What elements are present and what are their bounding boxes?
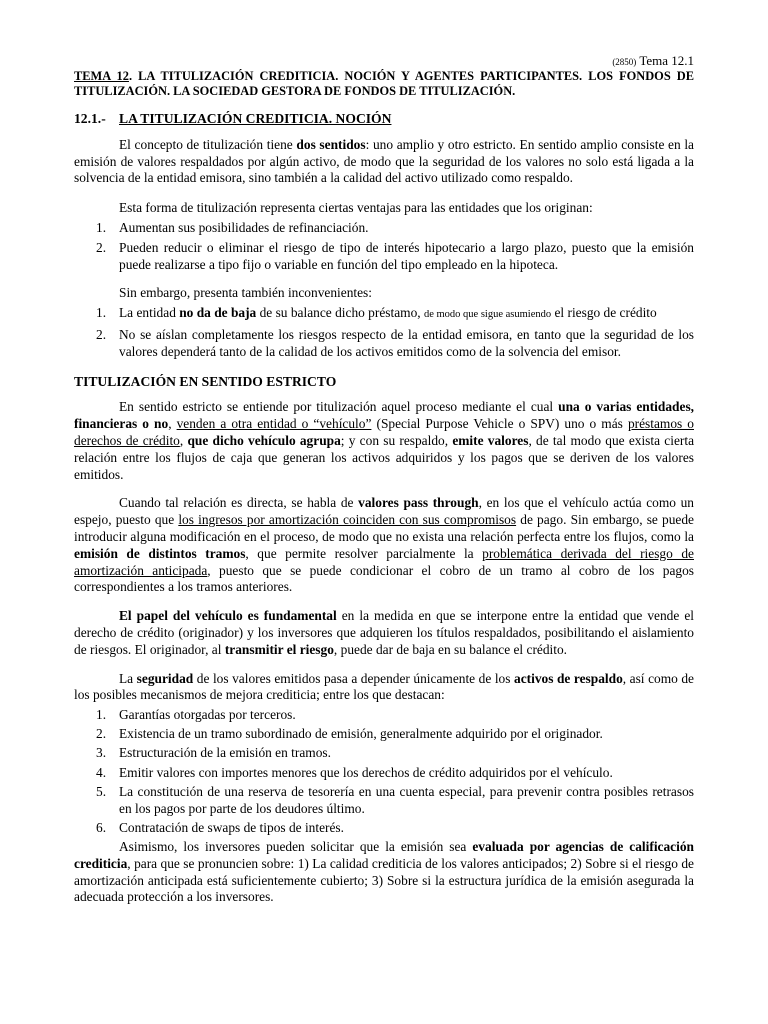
tema-title: . LA TITULIZACIÓN CREDITICIA. NOCIÓN Y AGENTES PARTICIPANTES. LOS FONDOS DE TITULIZACIÓN. LA SOCIEDAD GESTORA DE FONDOS DE TITULIZACIÓN. bbox=[74, 69, 694, 98]
mejoras-list bbox=[74, 707, 694, 837]
section-heading bbox=[74, 111, 694, 128]
document-page bbox=[74, 54, 694, 906]
section-number: 12.1.- bbox=[74, 111, 106, 126]
list-item: 6. Contratación de swaps de tipos de interés. bbox=[96, 819, 344, 835]
paragraph-papel-vehiculo: El papel del vehículo es fundamental en la medida en que se interpone entre la entidad que vende el derecho de crédito (originador) y los inversores que adquieren los títulos respaldados, posibilitando el aislamiento de riesgos. El originador, al transmitir el riesgo, puede dar de baja en su balance el crédito. bbox=[74, 608, 694, 657]
list-item: 3. Estructuración de la emisión en tramos. bbox=[96, 745, 331, 761]
list-item: 1. La entidad no da de baja de su balance dicho préstamo, de modo que sigue asumiendo el riesgo de crédito bbox=[96, 305, 657, 321]
paragraph-seguridad: La seguridad de los valores emitidos pasa a depender únicamente de los activos de respaldo, así como de los posibles mecanismos de mejora crediticia; entre los que destacan: bbox=[74, 670, 694, 703]
subsection-heading: TITULIZACIÓN EN SENTIDO ESTRICTO bbox=[74, 373, 337, 389]
list-item: 2. Existencia de un tramo subordinado de emisión, generalmente adquirido por el originador. bbox=[96, 726, 603, 742]
paragraph-sentido-estricto: En sentido estricto se entiende por titulización aquel proceso mediante el cual una o varias entidades, financieras o no, venden a otra entidad o “vehículo” (Special Purpose Vehicle o SPV) uno o más préstamos o derechos de crédito, que dicho vehículo agrupa; y con su respaldo, emite valores, de tal modo que exista cierta relación entre los flujos de caja que generan los activos adquiridos y los pagos que se deriven de los valores emitidos. bbox=[74, 399, 695, 482]
page-label: Tema 12.1 bbox=[639, 53, 694, 68]
paragraph-ventajas-intro: Esta forma de titulización representa ciertas ventajas para las entidades que los originan: bbox=[119, 200, 593, 216]
inconvenientes-list bbox=[74, 305, 694, 360]
paragraph-concepto: El concepto de titulización tiene dos sentidos: uno amplio y otro estricto. En sentido amplio consiste en la emisión de valores respaldados por algún activo, de modo que la seguridad de los valores no solo está ligada a la solvencia de la entidad emisora, sino también a la calidad del activo utilizado como respaldo. bbox=[74, 136, 695, 186]
paragraph-agencias: Asimismo, los inversores pueden solicitar que la emisión sea evaluada por agencias de calificación crediticia, para que se pronuncien sobre: 1) La calidad crediticia de los valores anticipados; 2) Sobre si el riesgo de amortización anticipada está suficientemente cubierto; 3) Sobre si la estructura jurídica de la emisión asegurada la adecuada protección a los inversores. bbox=[74, 839, 694, 905]
list-item: 2. Pueden reducir o eliminar el riesgo de tipo de interés hipotecario a largo plazo, puesto que la emisión puede realizarse a tipo fijo o variable en función del tipo empleado en la hipoteca. bbox=[96, 239, 694, 272]
ventajas-list bbox=[74, 220, 694, 273]
section-title: LA TITULIZACIÓN CREDITICIA. NOCIÓN bbox=[119, 111, 392, 126]
list-item: 2. No se aíslan completamente los riesgos respecto de la entidad emisora, en tanto que la seguridad de los valores dependerá tanto de la calidad de los activos emitidos como de la solvencia del emisor. bbox=[96, 326, 694, 359]
tema-heading bbox=[74, 69, 694, 98]
tema-label: TEMA 12 bbox=[74, 69, 129, 83]
paragraph-inconvenientes-intro: Sin embargo, presenta también inconvenientes: bbox=[119, 285, 372, 301]
list-item: 4. Emitir valores con importes menores que los derechos de crédito adquiridos por el vehículo. bbox=[96, 764, 613, 780]
paragraph-pass-through: Cuando tal relación es directa, se habla de valores pass through, en los que el vehículo actúa como un espejo, puesto que los ingresos por amortización coinciden con sus compromisos de pago. Sin embargo, se puede introducir alguna modificación en el proceso, de modo que no exista una relación perfecta entre los flujos, como la emisión de distintos tramos, que permite resolver parcialmente la problemática derivada del riesgo de amortización anticipada, puesto que se puede condicionar el cobro de un tramo al cobro de los pagos correspondientes a los tramos anteriores. bbox=[74, 495, 695, 595]
document-code: (2850) bbox=[612, 57, 637, 67]
list-item: 5. La constitución de una reserva de tesorería en una cuenta especial, para prevenir contra posibles retrasos en los pagos por parte de los deudores último. bbox=[96, 783, 694, 816]
list-item: 1. Aumentan sus posibilidades de refinanciación. bbox=[96, 219, 369, 235]
list-item: 1. Garantías otorgadas por terceros. bbox=[96, 707, 296, 723]
